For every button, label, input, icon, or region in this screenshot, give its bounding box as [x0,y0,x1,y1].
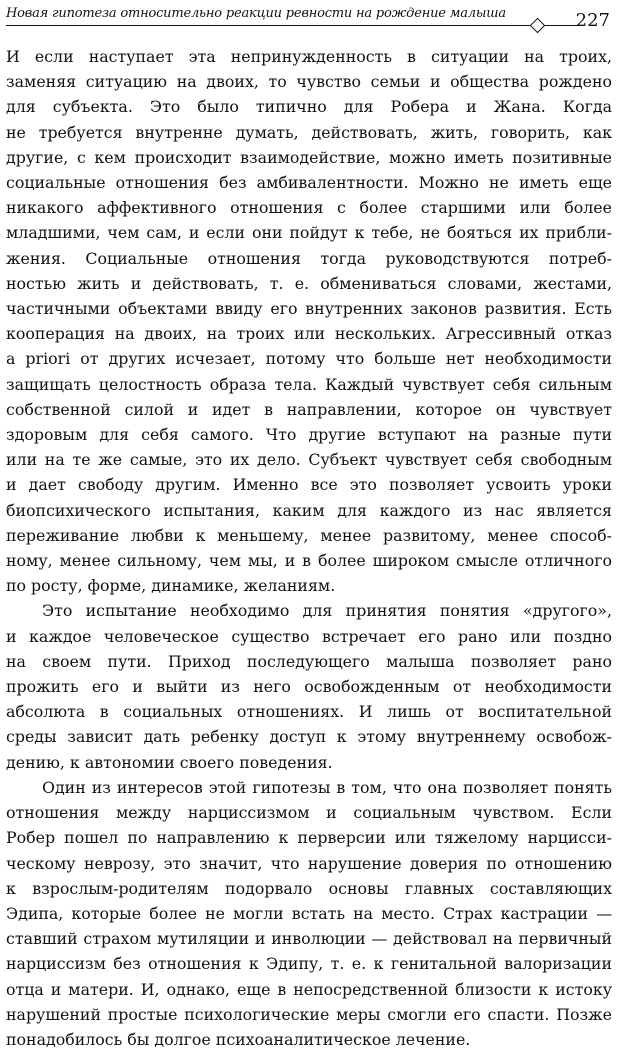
text-line: прожить его и выйти из него освобожденным от необходимости [6,677,612,697]
text-line: дению, к автономии своего поведения. [6,752,333,772]
text-line: для субъекта. Это было типично для Робера и Жана. Когда [6,97,612,117]
text-line: кооперация на двоих, на троих или нескольких. Агрессивный отказ [6,324,612,344]
text-line: И если наступает эта непринужденность в ситуации на троих, [6,47,612,66]
running-head [6,4,614,34]
running-title: Новая гипотеза относительно реакции ревности на рождение малыша [6,6,506,21]
text-line: частичными объектами ввиду его внутренних законов развития. Есть [6,299,612,319]
body-text [6,44,612,1052]
text-line: и каждое человеческое существо встречает его рано или поздно [6,626,612,646]
text-line: отношения между нарциссизмом и социальным чувством. Если [6,803,612,823]
text-line: на своем пути. Приход последующего малыша позволяет рано [6,651,612,671]
text-line: Эдипа, которые более не могли встать на место. Страх кастрации — [6,903,612,923]
text-line: переживание любви к меньшему, менее развитому, менее способ- [6,525,612,545]
text-line: собственной силой и идет в направлении, которое он чувствует [6,399,612,419]
text-line: Робер пошел по направлению к перверсии или тяжелому нарцисси- [6,828,612,848]
text-line: другие, с кем происходит взаимодействие, можно иметь позитивные [6,147,612,167]
text-line: биопсихического испытания, каким для каждого из нас является [6,500,612,520]
text-line: по росту, форме, динамике, желаниям. [6,576,336,596]
text-line: жения. Социальные отношения тогда руководствуются потреб- [6,248,612,268]
paragraph [6,775,612,1052]
text-line: не требуется внутренне думать, действовать, жить, говорить, как [6,122,612,142]
text-line: к взрослым-родителям подорвало основы главных составляющих [6,878,612,898]
text-line: или на те же самые, это их дело. Субъект чувствует себя свободным [6,450,612,470]
text-line: нарциссизм без отношения к Эдипу, т. е. к генитальной валоризации [6,954,612,974]
text-line: среды зависит дать ребенку доступ к этому внутреннему освобож- [6,727,612,747]
text-line: здоровым для себя самого. Что другие вступают на разные пути [6,425,612,445]
text-line: и дает свободу другим. Именно все это позволяет усвоить уроки [6,475,612,495]
text-line: ностью жить и действовать, т. е. обмениваться словами, жестами, [6,273,612,293]
text-line: ному, менее сильному, чем мы, и в более широком смысле отличного [6,551,612,571]
header-rule [6,25,578,26]
text-line: отца и матери. И, однако, еще в непосредственной близости к истоку [6,979,612,999]
text-line: защищать целостность образа тела. Каждый чувствует себя сильным [6,374,612,394]
text-line: никакого аффективного отношения с более старшими или более [6,198,612,218]
diamond-ornament-icon [530,18,546,34]
text-line: ставший страхом мутиляции и инволюции — действовал на первичный [6,929,612,949]
text-line: заменяя ситуацию на двоих, то чувство семьи и общества рождено [6,72,612,92]
text-line: абсолюта в социальных отношениях. И лишь от воспитательной [6,702,612,722]
text-line: понадобилось бы долгое психоаналитическое лечение. [6,1029,471,1049]
text-line: нарушений простые психологические меры смогли его спасти. Позже [6,1004,612,1024]
text-line: ческому неврозу, это значит, что нарушение доверия по отношению [6,853,612,873]
paragraph [6,44,612,598]
paragraph [6,598,612,774]
text-line: Один из интересов этой гипотезы в том, что она позволяет понять [42,777,612,797]
page-number: 227 [575,10,610,31]
text-line: Это испытание необходимо для принятия понятия «другого», [42,601,612,621]
text-line: a priori от других исчезает, потому что больше нет необходимости [6,349,612,369]
text-line: социальные отношения без амбивалентности. Можно не иметь еще [6,173,612,193]
text-line: младшими, чем сам, и если они пойдут к тебе, не бояться их прибли- [6,223,612,243]
